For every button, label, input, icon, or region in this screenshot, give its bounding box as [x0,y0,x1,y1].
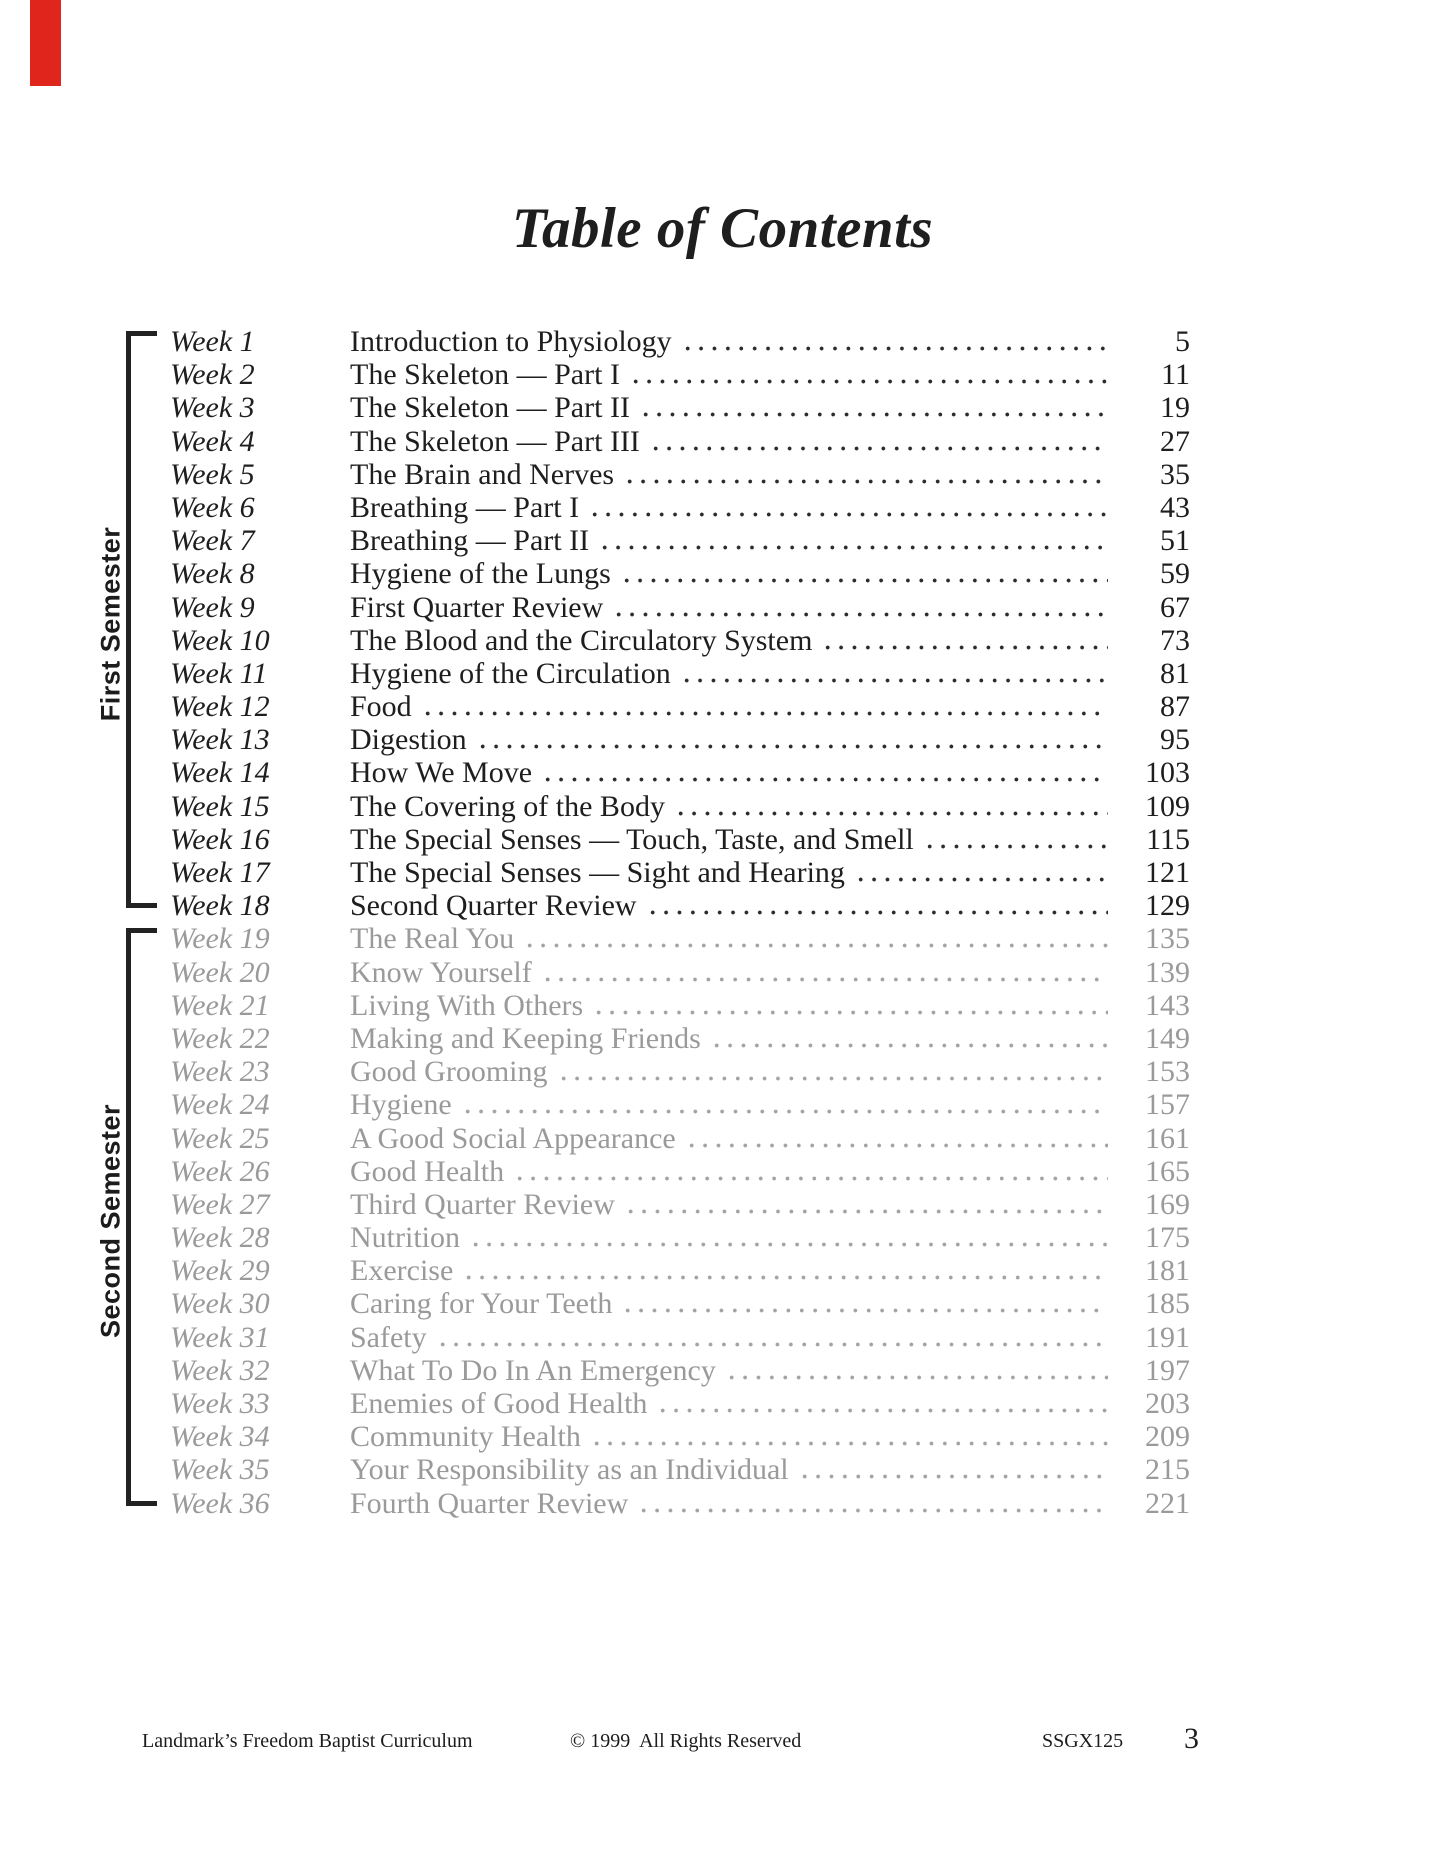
page-number: 221 [1145,1486,1190,1520]
week-label: Week 15 [170,789,270,823]
page-number: 67 [1160,590,1190,624]
page-number: 209 [1145,1420,1190,1454]
toc-row [170,1387,1190,1420]
footer-page-number: 3 [1184,1722,1199,1755]
toc-row [170,1055,1190,1088]
toc-row [170,1321,1190,1354]
dot-leader [598,545,1108,550]
week-label: Week 30 [170,1287,270,1321]
toc-row [170,1188,1190,1221]
toc-row [170,856,1190,889]
entry-title: What To Do In An Emergency [350,1353,716,1387]
page-number: 185 [1145,1287,1190,1321]
dot-leader [541,777,1108,782]
entry-title: Community Health [350,1420,581,1454]
toc-row [170,391,1190,424]
page-number: 81 [1160,656,1190,690]
week-label: Week 9 [170,590,255,624]
dot-leader [462,1275,1108,1280]
dot-leader [620,578,1108,583]
footer-code: SSGX125 [1042,1730,1124,1752]
page-number: 169 [1145,1187,1190,1221]
toc-row [170,491,1190,524]
week-label: Week 21 [170,988,270,1022]
page-number: 191 [1145,1320,1190,1354]
entry-title: Your Responsibility as an Individual [350,1453,789,1487]
week-label: Week 12 [170,690,270,724]
week-label: Week 6 [170,490,255,524]
toc-row [170,756,1190,789]
page-number: 165 [1145,1154,1190,1188]
toc-row [170,1221,1190,1254]
semester-label-first: First Semester [95,526,126,721]
entry-title: First Quarter Review [350,590,604,624]
toc-row [170,458,1190,491]
dot-leader [685,1143,1108,1148]
entry-title: How We Move [350,756,533,790]
toc-row [170,723,1190,756]
week-label: Week 29 [170,1254,270,1288]
week-label: Week 11 [170,656,268,690]
toc-row [170,1088,1190,1121]
dot-leader [612,612,1108,617]
dot-leader [623,479,1108,484]
week-label: Week 25 [170,1121,270,1155]
dot-leader [461,1109,1108,1114]
page-number: 135 [1145,922,1190,956]
week-label: Week 35 [170,1453,270,1487]
dot-leader [923,844,1108,849]
toc-row [170,557,1190,590]
semester-bracket [126,928,157,1505]
page-number: 43 [1160,490,1190,524]
page-number: 143 [1145,988,1190,1022]
dot-leader [592,1010,1108,1015]
entry-title: Enemies of Good Health [350,1387,648,1420]
entry-title: The Skeleton — Part II [350,391,630,425]
week-label: Week 7 [170,524,255,558]
page-number: 181 [1145,1254,1190,1288]
week-label: Week 16 [170,822,270,856]
entry-title: The Covering of the Body [350,789,665,823]
page-number: 153 [1145,1055,1190,1089]
week-label: Week 18 [170,889,270,923]
entry-title: Third Quarter Review [350,1187,615,1221]
week-label: Week 14 [170,756,270,790]
week-label: Week 24 [170,1088,270,1122]
dot-leader [513,1176,1108,1181]
page-number: 19 [1160,391,1190,425]
table-of-contents [0,325,1445,1520]
dot-leader [523,943,1108,948]
page-number: 11 [1161,358,1190,392]
entry-title: Food [350,690,412,724]
toc-row [170,1122,1190,1155]
entry-title: Digestion [350,723,467,757]
dot-leader [621,1308,1108,1313]
dot-leader [436,1342,1108,1347]
toc-row [170,1022,1190,1055]
week-label: Week 13 [170,723,270,757]
semester-rows [170,922,1190,1519]
toc-row [170,1254,1190,1287]
week-label: Week 2 [170,358,255,392]
toc-row [170,922,1190,955]
week-label: Week 32 [170,1353,270,1387]
week-label: Week 17 [170,856,270,889]
entry-title: Hygiene of the Circulation [350,656,671,690]
toc-row [170,956,1190,989]
toc-row [170,1487,1190,1520]
toc-row [170,1453,1190,1486]
page-number: 103 [1145,756,1190,790]
dot-leader [725,1375,1108,1380]
toc-row [170,790,1190,823]
dot-leader [588,512,1108,517]
entry-title: Making and Keeping Friends [350,1021,701,1055]
week-label: Week 28 [170,1221,270,1255]
week-label: Week 34 [170,1420,270,1454]
dot-leader [421,711,1108,716]
toc-row [170,823,1190,856]
page-number: 51 [1160,524,1190,558]
dot-leader [590,1441,1108,1446]
page-number: 175 [1145,1221,1190,1255]
entry-title: The Special Senses — Touch, Taste, and Smell [350,822,914,856]
entry-title: The Brain and Nerves [350,457,615,491]
week-label: Week 10 [170,623,270,657]
page-number: 203 [1145,1387,1190,1420]
dot-leader [649,446,1108,451]
entry-title: Second Quarter Review [350,889,637,923]
week-label: Week 8 [170,557,255,591]
page-number: 5 [1175,325,1190,358]
week-label: Week 23 [170,1055,270,1089]
toc-row [170,657,1190,690]
dot-leader [674,811,1108,816]
scan-red-mark [30,0,61,86]
toc-row [170,591,1190,624]
page-number: 121 [1145,856,1190,889]
dot-leader [557,1076,1109,1081]
page-number: 139 [1145,955,1190,989]
semester-rows [170,325,1190,922]
toc-row [170,690,1190,723]
toc-row [170,889,1190,922]
week-label: Week 27 [170,1187,270,1221]
toc-row [170,1155,1190,1188]
week-label: Week 4 [170,424,255,458]
page-number: 95 [1160,723,1190,757]
week-label: Week 3 [170,391,255,425]
entry-title: Good Grooming [350,1055,548,1089]
entry-title: Hygiene of the Lungs [350,557,611,591]
dot-leader [821,645,1108,650]
page-title: Table of Contents [511,197,934,260]
entry-title: Hygiene [350,1088,452,1122]
entry-title: Caring for Your Teeth [350,1287,613,1321]
dot-leader [541,977,1108,982]
entry-title: Living With Others [350,988,584,1022]
semester-section [0,922,1445,1519]
page-number: 215 [1145,1453,1190,1487]
week-label: Week 26 [170,1154,270,1188]
entry-title: Know Yourself [350,955,532,989]
semester-label-second: Second Semester [95,1104,126,1339]
week-label: Week 19 [170,922,270,956]
toc-row [170,1354,1190,1387]
dot-leader [680,678,1108,683]
dot-leader [476,744,1108,749]
dot-leader [639,412,1108,417]
toc-row [170,1420,1190,1453]
toc-row [170,524,1190,557]
dot-leader [624,1209,1108,1214]
entry-title: Exercise [350,1254,454,1288]
page-number: 161 [1145,1121,1190,1155]
dot-leader [854,877,1108,882]
entry-title: Introduction to Physiology [350,325,672,358]
page-number: 109 [1145,789,1190,823]
week-label: Week 20 [170,955,270,989]
week-label: Week 22 [170,1021,270,1055]
page-number: 129 [1145,889,1190,923]
toc-row [170,325,1190,358]
dot-leader [798,1474,1108,1479]
dot-leader [469,1242,1108,1247]
semester-section [0,325,1445,922]
entry-title: The Skeleton — Part I [350,358,620,392]
page-number: 73 [1160,623,1190,657]
entry-title: The Blood and the Circulatory System [350,623,813,657]
entry-title: The Skeleton — Part III [350,424,640,458]
page-number: 59 [1160,557,1190,591]
dot-leader [637,1508,1108,1513]
footer-copyright: © 1999 All Rights Reserved [570,1730,802,1752]
page-number: 157 [1145,1088,1190,1122]
entry-title: Safety [350,1320,427,1354]
entry-title: The Special Senses — Sight and Hearing [350,856,845,889]
entry-title: Fourth Quarter Review [350,1486,629,1520]
dot-leader [646,910,1108,915]
page-number: 115 [1146,822,1190,856]
week-label: Week 31 [170,1320,270,1354]
semester-bracket [126,331,157,908]
entry-title: A Good Social Appearance [350,1121,676,1155]
entry-title: Good Health [350,1154,505,1188]
page-number: 87 [1160,690,1190,724]
entry-title: Breathing — Part I [350,490,580,524]
dot-leader [629,379,1108,384]
entry-title: The Real You [350,922,515,956]
page-number: 27 [1160,424,1190,458]
toc-row [170,358,1190,391]
week-label: Week 1 [170,325,255,358]
toc-row [170,425,1190,458]
week-label: Week 33 [170,1387,270,1420]
footer [0,1722,1445,1762]
page-number: 149 [1145,1021,1190,1055]
entry-title: Nutrition [350,1221,460,1255]
week-label: Week 5 [170,457,255,491]
dot-leader [656,1408,1108,1413]
footer-publisher: Landmark’s Freedom Baptist Curriculum [142,1730,473,1752]
toc-row [170,1287,1190,1320]
dot-leader [681,346,1108,351]
entry-title: Breathing — Part II [350,524,590,558]
page-number: 35 [1160,457,1190,491]
toc-row [170,624,1190,657]
page-number: 197 [1145,1353,1190,1387]
week-label: Week 36 [170,1486,270,1520]
dot-leader [710,1043,1108,1048]
toc-row [170,989,1190,1022]
